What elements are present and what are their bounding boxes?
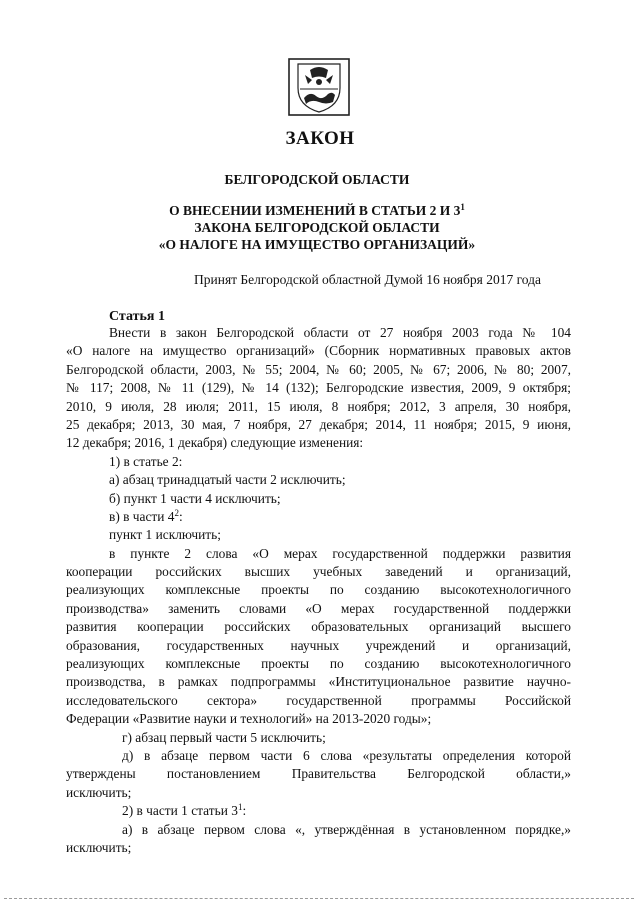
adoption-note: Принят Белгородской областной Думой 16 ноября 2017 года bbox=[194, 272, 542, 287]
body-line: производства» заменить словами «О мерах государственной поддержки bbox=[66, 600, 571, 616]
body-line: в) в части $4^2$: bbox=[109, 507, 183, 524]
body-line: кооперации российских высших учебных заведений и организаций, bbox=[66, 564, 571, 580]
body-line: б) пункт 1 части 4 исключить; bbox=[109, 490, 281, 506]
body-line: в пункте 2 слова «О мерах государственной поддержки развития bbox=[109, 545, 571, 561]
body-line: реализующих комплексные проекты по созданию высокотехнологичного bbox=[66, 656, 571, 672]
subtitle-line-3: «О НАЛОГЕ НА ИМУЩЕСТВО ОРГАНИЗАЦИЙ» bbox=[158, 237, 476, 252]
document-title: ЗАКОН bbox=[285, 128, 355, 149]
subtitle-line-1: О ВНЕСЕНИИ ИЗМЕНЕНИЙ В СТАТЬИ 2 И $3^1$ bbox=[169, 202, 465, 218]
body-line: исключить; bbox=[66, 784, 132, 800]
body-line: развития кооперации российских образовательных организаций высшего bbox=[66, 619, 571, 635]
body-line: 12 декабря; 2016, 1 декабря) следующие изменения: bbox=[66, 435, 364, 451]
body-line: г) абзац первый части 5 исключить; bbox=[122, 729, 326, 745]
body-line: 1) в статье 2: bbox=[109, 453, 183, 469]
document-subtitle bbox=[0, 202, 634, 253]
subtitle-line-2: ЗАКОНА БЕЛГОРОДСКОЙ ОБЛАСТИ bbox=[194, 220, 440, 235]
body-line: а) в абзаце первом слова «, утверждённая в установленном порядке,» bbox=[122, 821, 571, 837]
body-line: Федерации «Развитие науки и технологий» на 2013-2020 годы»; bbox=[66, 711, 432, 727]
page-bottom-rule bbox=[4, 898, 634, 899]
body-line: № 117; 2008, № 11 (129), № 14 (132); Белгородские известия, 2009, 9 октября; bbox=[66, 380, 571, 396]
belgorod-coat-of-arms-icon bbox=[288, 58, 350, 116]
body-line: производства, в рамках подпрограммы «Институциональное развитие научно- bbox=[66, 674, 571, 690]
body-line: д) в абзаце первом части 6 слова «результаты определения которой bbox=[122, 747, 571, 763]
body-line: реализующих комплексные проекты по созданию высокотехнологичного bbox=[66, 582, 571, 598]
body-line: исследовательского сектора» государственной программы Российской bbox=[66, 692, 571, 708]
body-line: утверждены постановлением Правительства Белгородской области,» bbox=[66, 766, 571, 782]
superscript: 2 bbox=[174, 507, 179, 518]
body-line: пункт 1 исключить; bbox=[109, 527, 221, 543]
body-line: образования, государственных научных учреждений и организаций, bbox=[66, 637, 571, 653]
body-line: 2010, 9 июля, 28 июля; 2011, 15 июля, 8 ноября; 2012, 3 апреля, 30 ноября, bbox=[66, 398, 571, 414]
body-line: 25 декабря; 2013, 30 мая, 7 ноября, 27 декабря; 2014, 11 ноября; 2015, 9 июня, bbox=[66, 416, 571, 432]
body-line: Белгородской области, 2003, № 55; 2004, № 60; 2005, № 67; 2006, № 80; 2007, bbox=[66, 361, 571, 377]
document-body bbox=[66, 324, 571, 857]
superscript: 1 bbox=[237, 802, 243, 813]
body-line: 2) в части 1 статьи $3^1$: bbox=[122, 802, 247, 819]
body-line: «О налоге на имущество организаций» (Сборник нормативных правовых актов bbox=[66, 343, 571, 359]
body-line: а) абзац тринадцатый части 2 исключить; bbox=[109, 472, 346, 488]
body-line: исключить; bbox=[66, 839, 132, 855]
article-heading: Статья 1 bbox=[109, 309, 165, 324]
document-region: БЕЛГОРОДСКОЙ ОБЛАСТИ bbox=[224, 172, 410, 187]
subtitle-superscript: 1 bbox=[460, 202, 465, 212]
body-line: Внести в закон Белгородской области от 27 ноября 2003 года № 104 bbox=[109, 325, 571, 340]
